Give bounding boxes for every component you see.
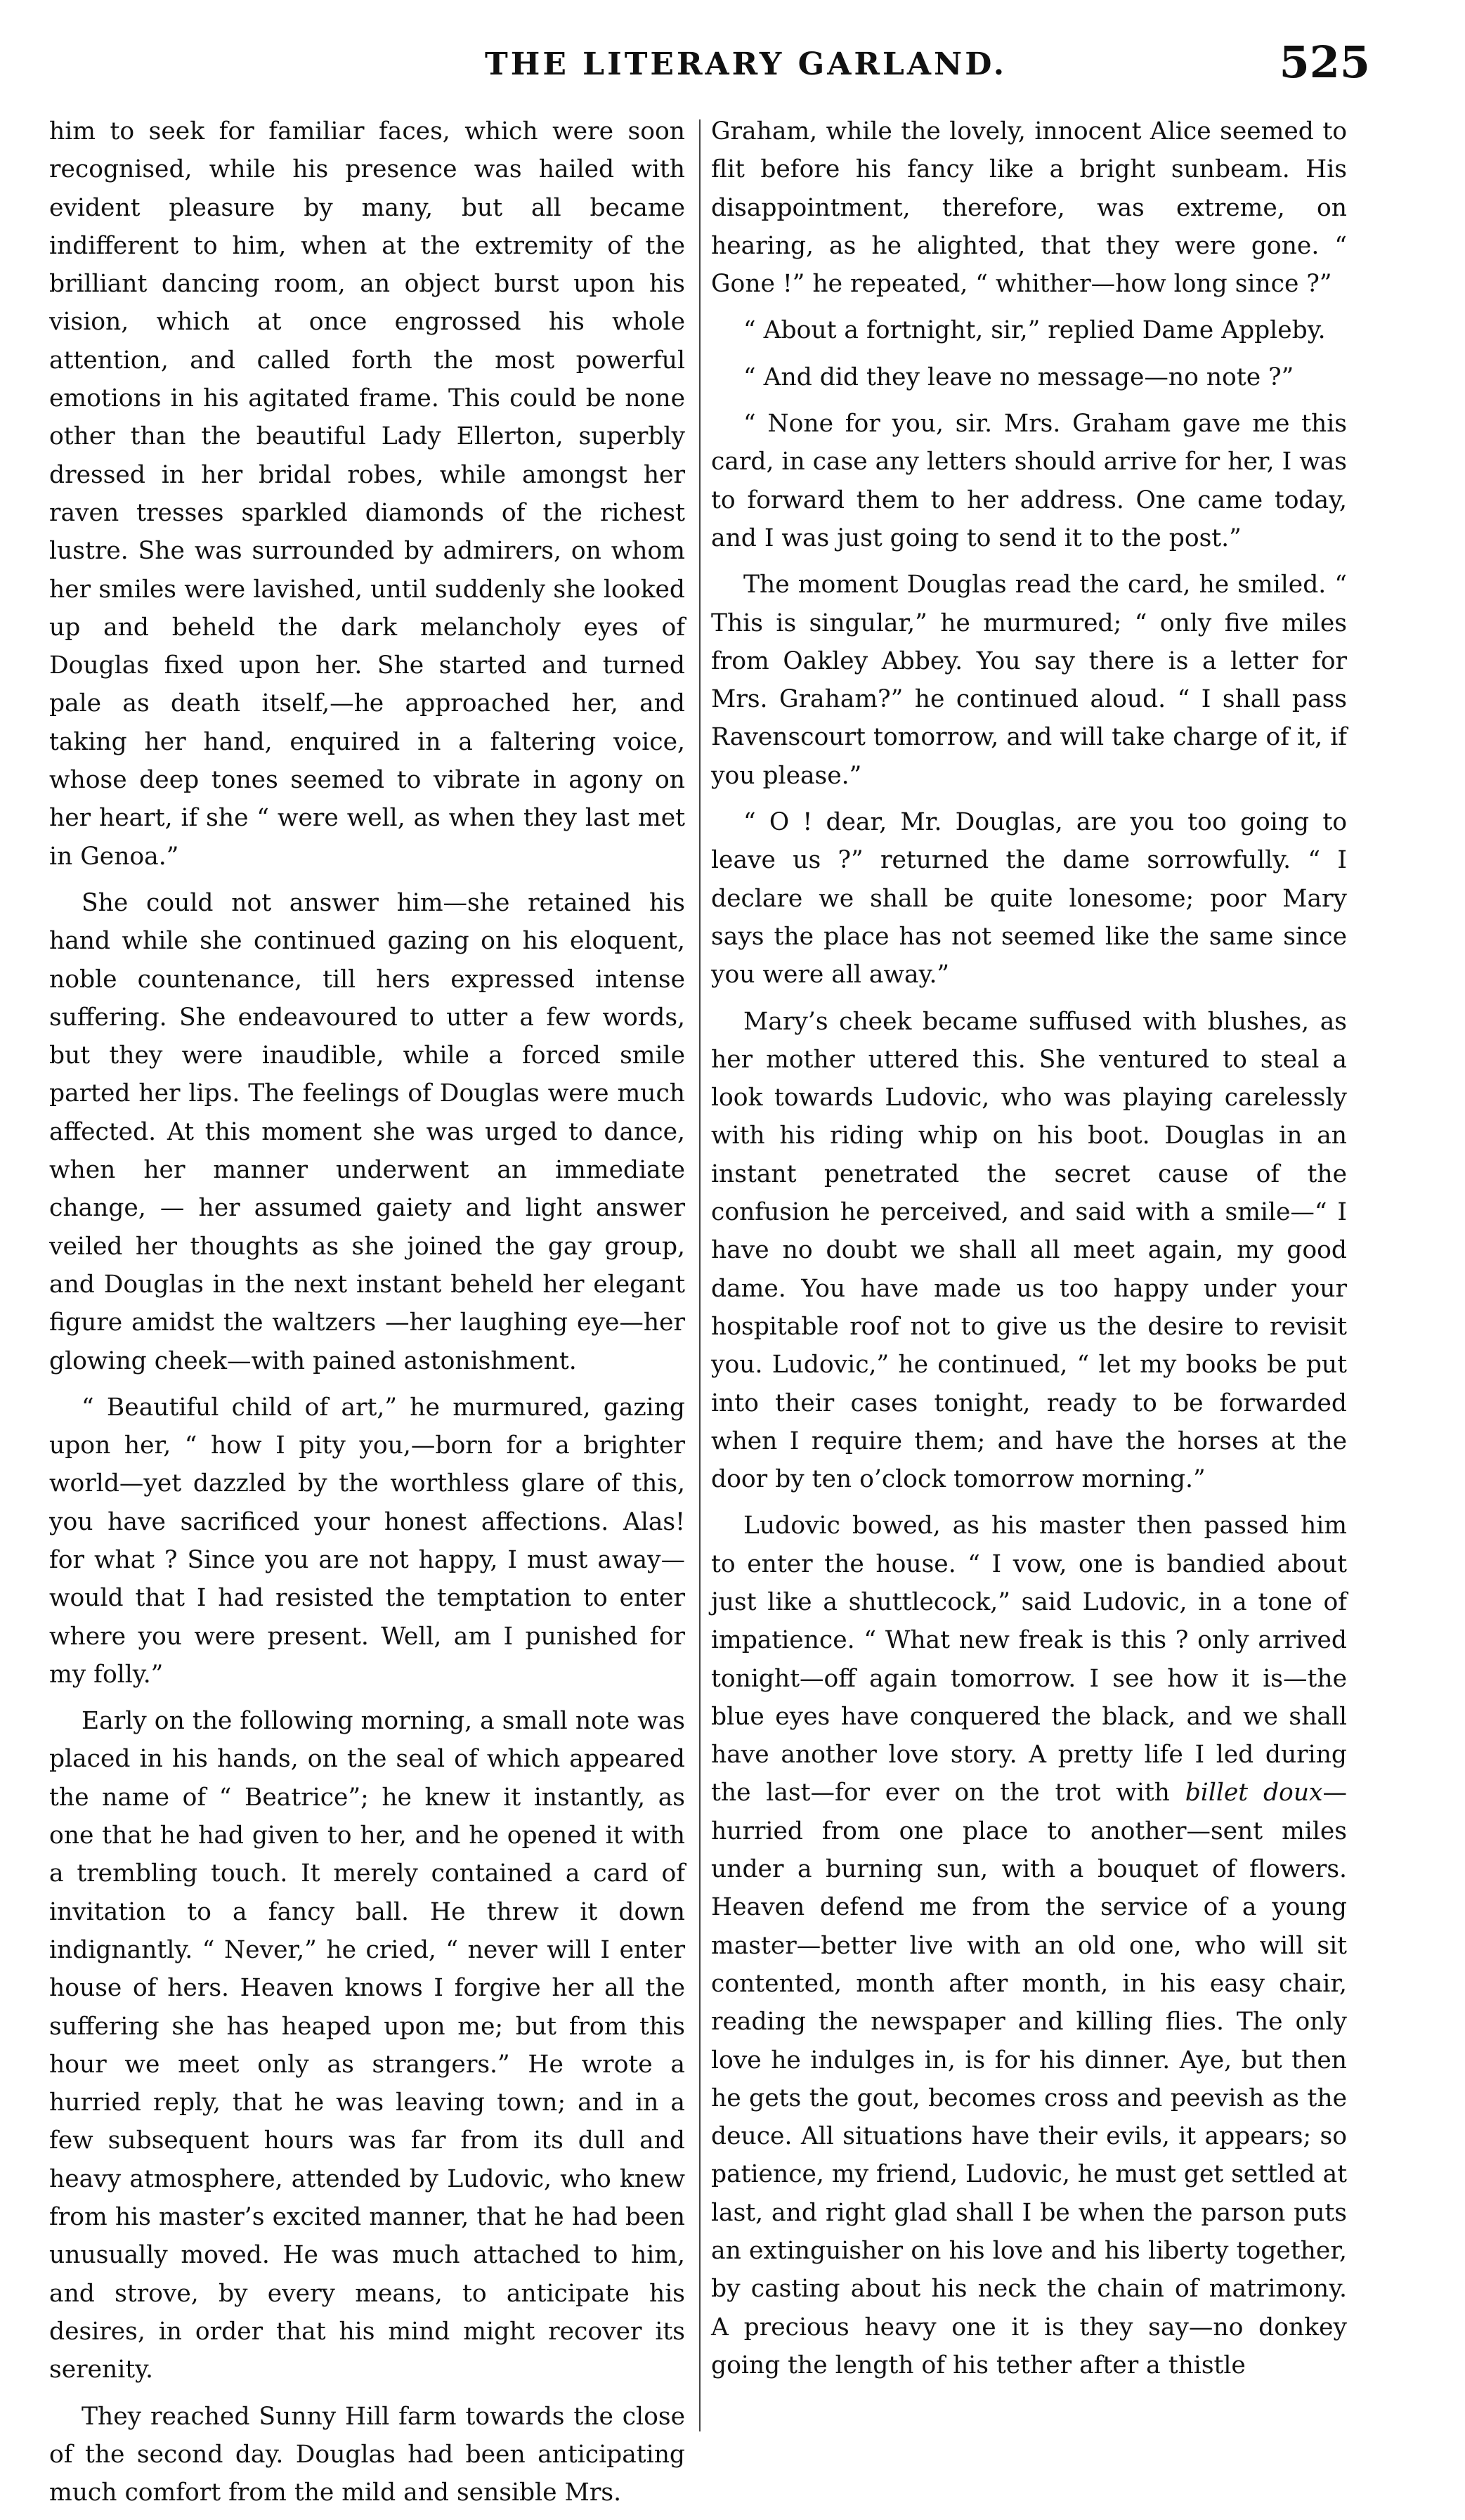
paragraph-text: —hurried from one place to another—sent miles under a burning sun, with a bouquet of flowers. Heaven defend me from the service of a young master—better live with an old one, who will sit contented, month after month, in his easy chair, reading the newspaper and killing flies. The only love he indulges in, is for his dinner. Aye, but then he gets the gout, becomes cross and peevish as the deuce. All situations have their evils, it appears; so patience, my friend, Ludovic, he must get settled at last, and right glad shall I be when the parson puts an extinguisher on his love and his liberty together, by casting about his neck the chain of matrimony. A precious heavy one it is they say—no donkey going the length of his tether after a thistle <box>711 1779 1347 2379</box>
paragraph: “ Beautiful child of art,” he murmured, gazing upon her, “ how I pity you,—born for a brighter world—yet dazzled by the worthless glare of this, you have sacrificed your honest affections. Alas! for what ? Since you are not happy, I must away—would that I had resisted the temptation to enter where you were present. Well, am I punished for my folly.” <box>49 1393 685 1689</box>
page-header <box>49 37 1370 100</box>
paragraph: “ O ! dear, Mr. Douglas, are you too going to leave us ?” returned the dame sorrowfully. “ I declare we shall be quite lonesome; poor Mary says the place has not seemed like the same since you were all away.” <box>711 808 1347 989</box>
right-column <box>711 112 1347 2393</box>
paragraph: The moment Douglas read the card, he smiled. “ This is singular,” he murmured; “ only five miles from Oakley Abbey. You say there is a letter for Mrs. Graham?” he continued aloud. “ I shall pass Ravenscourt tomorrow, and will take charge of it, if you please.” <box>711 571 1347 790</box>
italic-phrase: billet doux <box>1185 1779 1323 1807</box>
paragraph: Early on the following morning, a small note was placed in his hands, on the seal of which appeared the name of “ Beatrice”; he knew it instantly, as one that he had given to her, and he opened it with a trembling touch. It merely contained a card of invitation to a fancy ball. He threw it down indignantly. “ Never,” he cried, “ never will I enter house of hers. Heaven knows I forgive her all the suffering she has heaped upon me; but from this hour we meet only as strangers.” He wrote a hurried reply, that he was leaving town; and in a few subsequent hours was far from its dull and heavy atmosphere, attended by Ludovic, who knew from his master’s excited manner, that he had been unusually moved. He was much attached to him, and strove, by every means, to anticipate his desires, in order that his mind might recover its serenity. <box>49 1707 685 2384</box>
paragraph: him to seek for familiar faces, which were soon recognised, while his presence was hailed with evident pleasure by many, but all became indifferent to him, when at the extremity of the brilliant dancing room, an object burst upon his vision, which at once engrossed his whole attention, and called forth the most powerful emotions in his agitated frame. This could be none other than the beautiful Lady Ellerton, superbly dressed in her bridal robes, while amongst her raven tresses sparkled diamonds of the richest lustre. She was surrounded by admirers, on whom her smiles were lavished, until suddenly she looked up and beheld the dark melancholy eyes of Douglas fixed upon her. She started and turned pale as death itself,—he approached her, and taking her hand, enquired in a faltering voice, whose deep tones seemed to vibrate in agony on her heart, if she “ were well, as when they last met in Genoa.” <box>49 117 685 871</box>
running-title: THE LITERARY GARLAND. <box>485 46 1008 82</box>
paragraph: Mary’s cheek became suffused with blushes, as her mother uttered this. She ventured to steal a look towards Ludovic, who was playing carelessly with his riding whip on his boot. Douglas in an instant penetrated the secret cause of the confusion he perceived, and said with a smile—“ I have no doubt we shall all meet again, my good dame. You have made us too happy under your hospitable roof not to give us the desire to revisit you. Ludovic,” he continued, “ let my books be put into their cases tonight, ready to be forwarded when I require them; and have the horses at the door by ten o’clock tomorrow morning.” <box>711 1007 1347 1494</box>
paragraph: Graham, while the lovely, innocent Alice seemed to flit before his fancy like a bright sunbeam. His disappointment, therefore, was extreme, on hearing, as he alighted, that they were gone. “ Gone !” he repeated, “ whither—how long since ?” <box>711 117 1347 299</box>
paragraph: “ And did they leave no message—no note ?” <box>743 363 1294 391</box>
page-number: 525 <box>1279 37 1370 88</box>
paragraph-text: Ludovic bowed, as his master then passed him to enter the house. “ I vow, one is bandied about just like a shuttlecock,” said Ludovic, in a tone of impatience. “ What new freak is this ? only arrived tonight—off again tomorrow. I see how it is—the blue eyes have conquered the black, and we shall have another love story. A pretty life I led during the last—for ever on the trot with <box>711 1512 1347 1807</box>
paragraph: “ None for you, sir. Mrs. Graham gave me this card, in case any letters should arrive for her, I was to forward them to her address. One came today, and I was just going to send it to the post.” <box>711 410 1347 552</box>
paragraph: They reached Sunny Hill farm towards the close of the second day. Douglas had been anticipating much comfort from the mild and sensible Mrs. <box>49 2402 685 2507</box>
column-divider <box>699 119 701 2431</box>
paragraph: “ About a fortnight, sir,” replied Dame Appleby. <box>743 316 1326 345</box>
paragraph <box>711 1507 1347 2384</box>
left-column <box>49 112 685 2520</box>
paragraph: She could not answer him—she retained his hand while she continued gazing on his eloquent, noble countenance, till hers expressed intense suffering. She endeavoured to utter a few words, but they were inaudible, while a forced smile parted her lips. The feelings of Douglas were much affected. At this moment she was urged to dance, when her manner underwent an immediate change, — her assumed gaiety and light answer veiled her thoughts as she joined the gay group, and Douglas in the next instant beheld her elegant figure amidst the waltzers —her laughing eye—her glowing cheek—with pained astonishment. <box>49 888 685 1375</box>
